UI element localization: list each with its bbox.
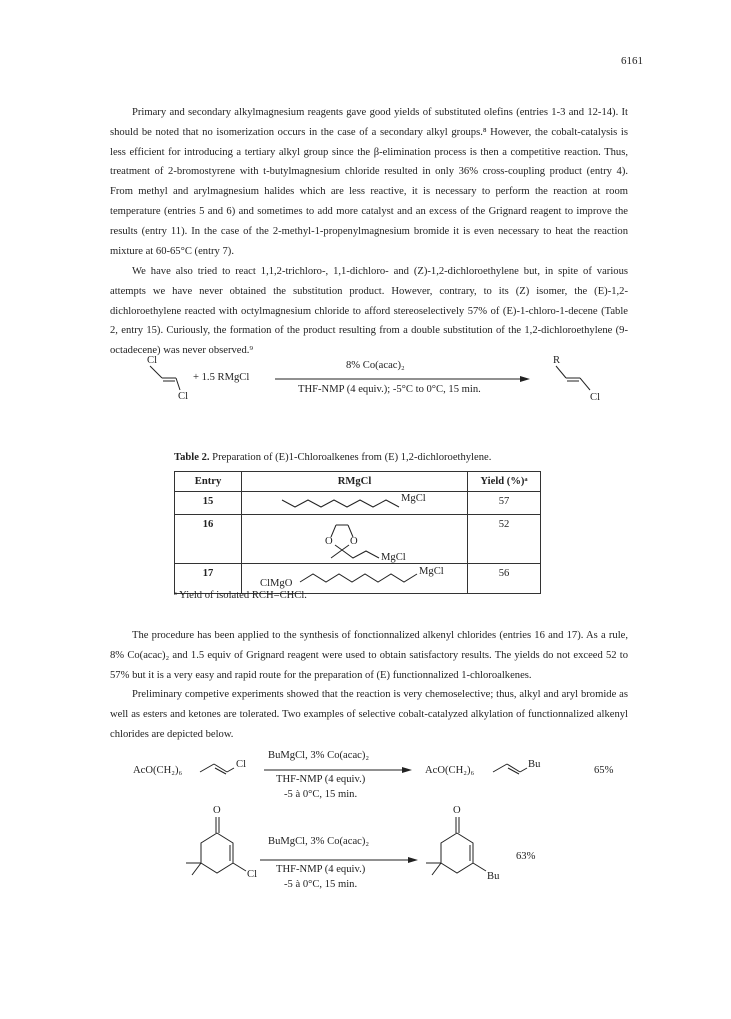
entry-cell: 15 (175, 492, 242, 515)
table-row (175, 564, 541, 594)
paragraph-chemoselective: Preliminary competive experiments showed that the reaction is very chemoselective; thus, alkyl and aryl bromide as well as esters and ketones are tolerated. Two examples of selective cobalt-catalyzed alkylation of functionnalized alkenyl chlorides are depicted below. (110, 689, 628, 740)
rmgcl-cell (242, 515, 468, 564)
scheme3-yield: 63% (516, 851, 536, 862)
scheme2-reactant: AcO(CH₂)₆ (133, 765, 183, 776)
scheme1-cl-top: Cl (147, 355, 158, 366)
entry-cell: 17 (175, 564, 242, 594)
scheme1-product-r: R (553, 355, 561, 366)
scheme1-product-cl: Cl (590, 392, 601, 403)
scheme1-reagent: + 1.5 RMgCl (193, 372, 250, 383)
table2-footnote: ᵃ Yield of isolated RCH=CHCl. (174, 590, 307, 601)
rmgcl-cell (242, 492, 468, 515)
scheme2-reactant-cl: Cl (236, 759, 247, 770)
scheme3-reactant-cl: Cl (247, 869, 258, 880)
yield-cell: 57 (468, 492, 541, 515)
entry-cell: 16 (175, 515, 242, 564)
octyl-chain-structure (242, 492, 462, 514)
scheme2-product: AcO(CH₂)₆ (425, 765, 475, 776)
header-rmgcl: RMgCl (242, 472, 468, 492)
paragraph-dichloroethylene: We have also tried to react 1,1,2-trichloro-, 1,1-dichloro- and (Z)-1,2-dichloroethylene but, in spite of various attempts we have never obtained the substitution product. However, contrary, to its (Z) isomer, the (E)-1,2-dichloroethylene reacted with octylmagnesium chloride to afford stereoselectively 57% of (E)-1-chloro-1-decene (Table 2, entry 15). Curiously, the formation of the product resulting from a double substitution of the 1,2-dichloroethylene (9-octadecene) was never observed.⁹ (110, 266, 628, 357)
table2-caption-label: Table 2. (174, 452, 210, 463)
scheme3-conditions-below-2: -5 à 0°C, 15 min. (284, 879, 358, 890)
dioxolane-o-right: O (350, 536, 358, 547)
table-header-row (175, 472, 541, 492)
mgcl-label: MgCl (401, 493, 426, 504)
scheme2-yield: 65% (594, 765, 614, 776)
table2 (174, 471, 541, 594)
scheme1-cl-bottom: Cl (178, 391, 189, 402)
mgcl-label: MgCl (381, 552, 406, 563)
yield-cell: 56 (468, 564, 541, 594)
scheme1-conditions-below: THF-NMP (4 equiv.); -5°C to 0°C, 15 min. (298, 384, 481, 395)
scheme3-conditions-above: BuMgCl, 3% Co(acac)₂ (268, 836, 370, 847)
mgcl-label: MgCl (419, 566, 444, 577)
scheme3-conditions-below-1: THF-NMP (4 equiv.) (276, 864, 366, 875)
scheme1-conditions-above: 8% Co(acac)₂ (346, 360, 405, 371)
header-entry: Entry (175, 472, 242, 492)
table-row (175, 492, 541, 515)
rmgcl-cell (242, 564, 468, 594)
paragraph-alkyl-results: Primary and secondary alkylmagnesium reagents gave good yields of substituted olefins (entries 1-3 and 12-14). It should be noted that no isomerization occurs in the case of a secondary alkyl groups.⁸ However, the cobalt-catalysis is less efficient for introducing a tertiary alkyl group since the β-elimination process is then a competitive reaction. Thus, treatment of 2-bromostyrene with t-butylmagnesium chloride resulted in only 36% cross-coupling product (entry 4). From methyl and arylmagnesium halides which are less reactive, it is necessary to perform the reaction at room temperature (entries 5 and 6) and sometimes to add more catalyst and an excess of the Grignard reagent to improve the results (entry 11). In the case of the 2-methyl-1-propenylmagnesium bromide it is even necessary to heat the reaction mixture at 60-65°C (entry 7). (110, 107, 628, 257)
scheme3-product-bu: Bu (487, 871, 500, 882)
paragraph-functionalized: The procedure has been applied to the synthesis of fonctionnalized alkenyl chlorides (entries 16 and 17). As a rule, 8% Co(acac)₂ and 1.5 equiv of Grignard reagent were used to obtain satisfactory results. The yields do not exceed 52 to 57% but it is a very easy and rapid route for the preparation of (E) functionnalized 1-chloroalkenes. (110, 630, 628, 681)
scheme2-conditions-below-1: THF-NMP (4 equiv.) (276, 774, 366, 785)
scheme3-product-o: O (453, 805, 461, 816)
scheme2-conditions-above: BuMgCl, 3% Co(acac)₂ (268, 750, 370, 761)
dioxolane-o-left: O (325, 536, 333, 547)
page-number: 6161 (621, 55, 643, 67)
table2-caption-text: Preparation of (E)1-Chloroalkenes from (E) 1,2-dichloroethylene. (209, 452, 492, 463)
table-row (175, 515, 541, 564)
clmgo-label: ClMgO (260, 578, 293, 589)
scheme3-reactant-o: O (213, 805, 221, 816)
scheme2-product-bu: Bu (528, 759, 541, 770)
header-yield: Yield (%)ᵃ (468, 472, 541, 492)
yield-cell: 52 (468, 515, 541, 564)
scheme2-conditions-below-2: -5 à 0°C, 15 min. (284, 789, 358, 800)
table2-caption (174, 452, 491, 463)
